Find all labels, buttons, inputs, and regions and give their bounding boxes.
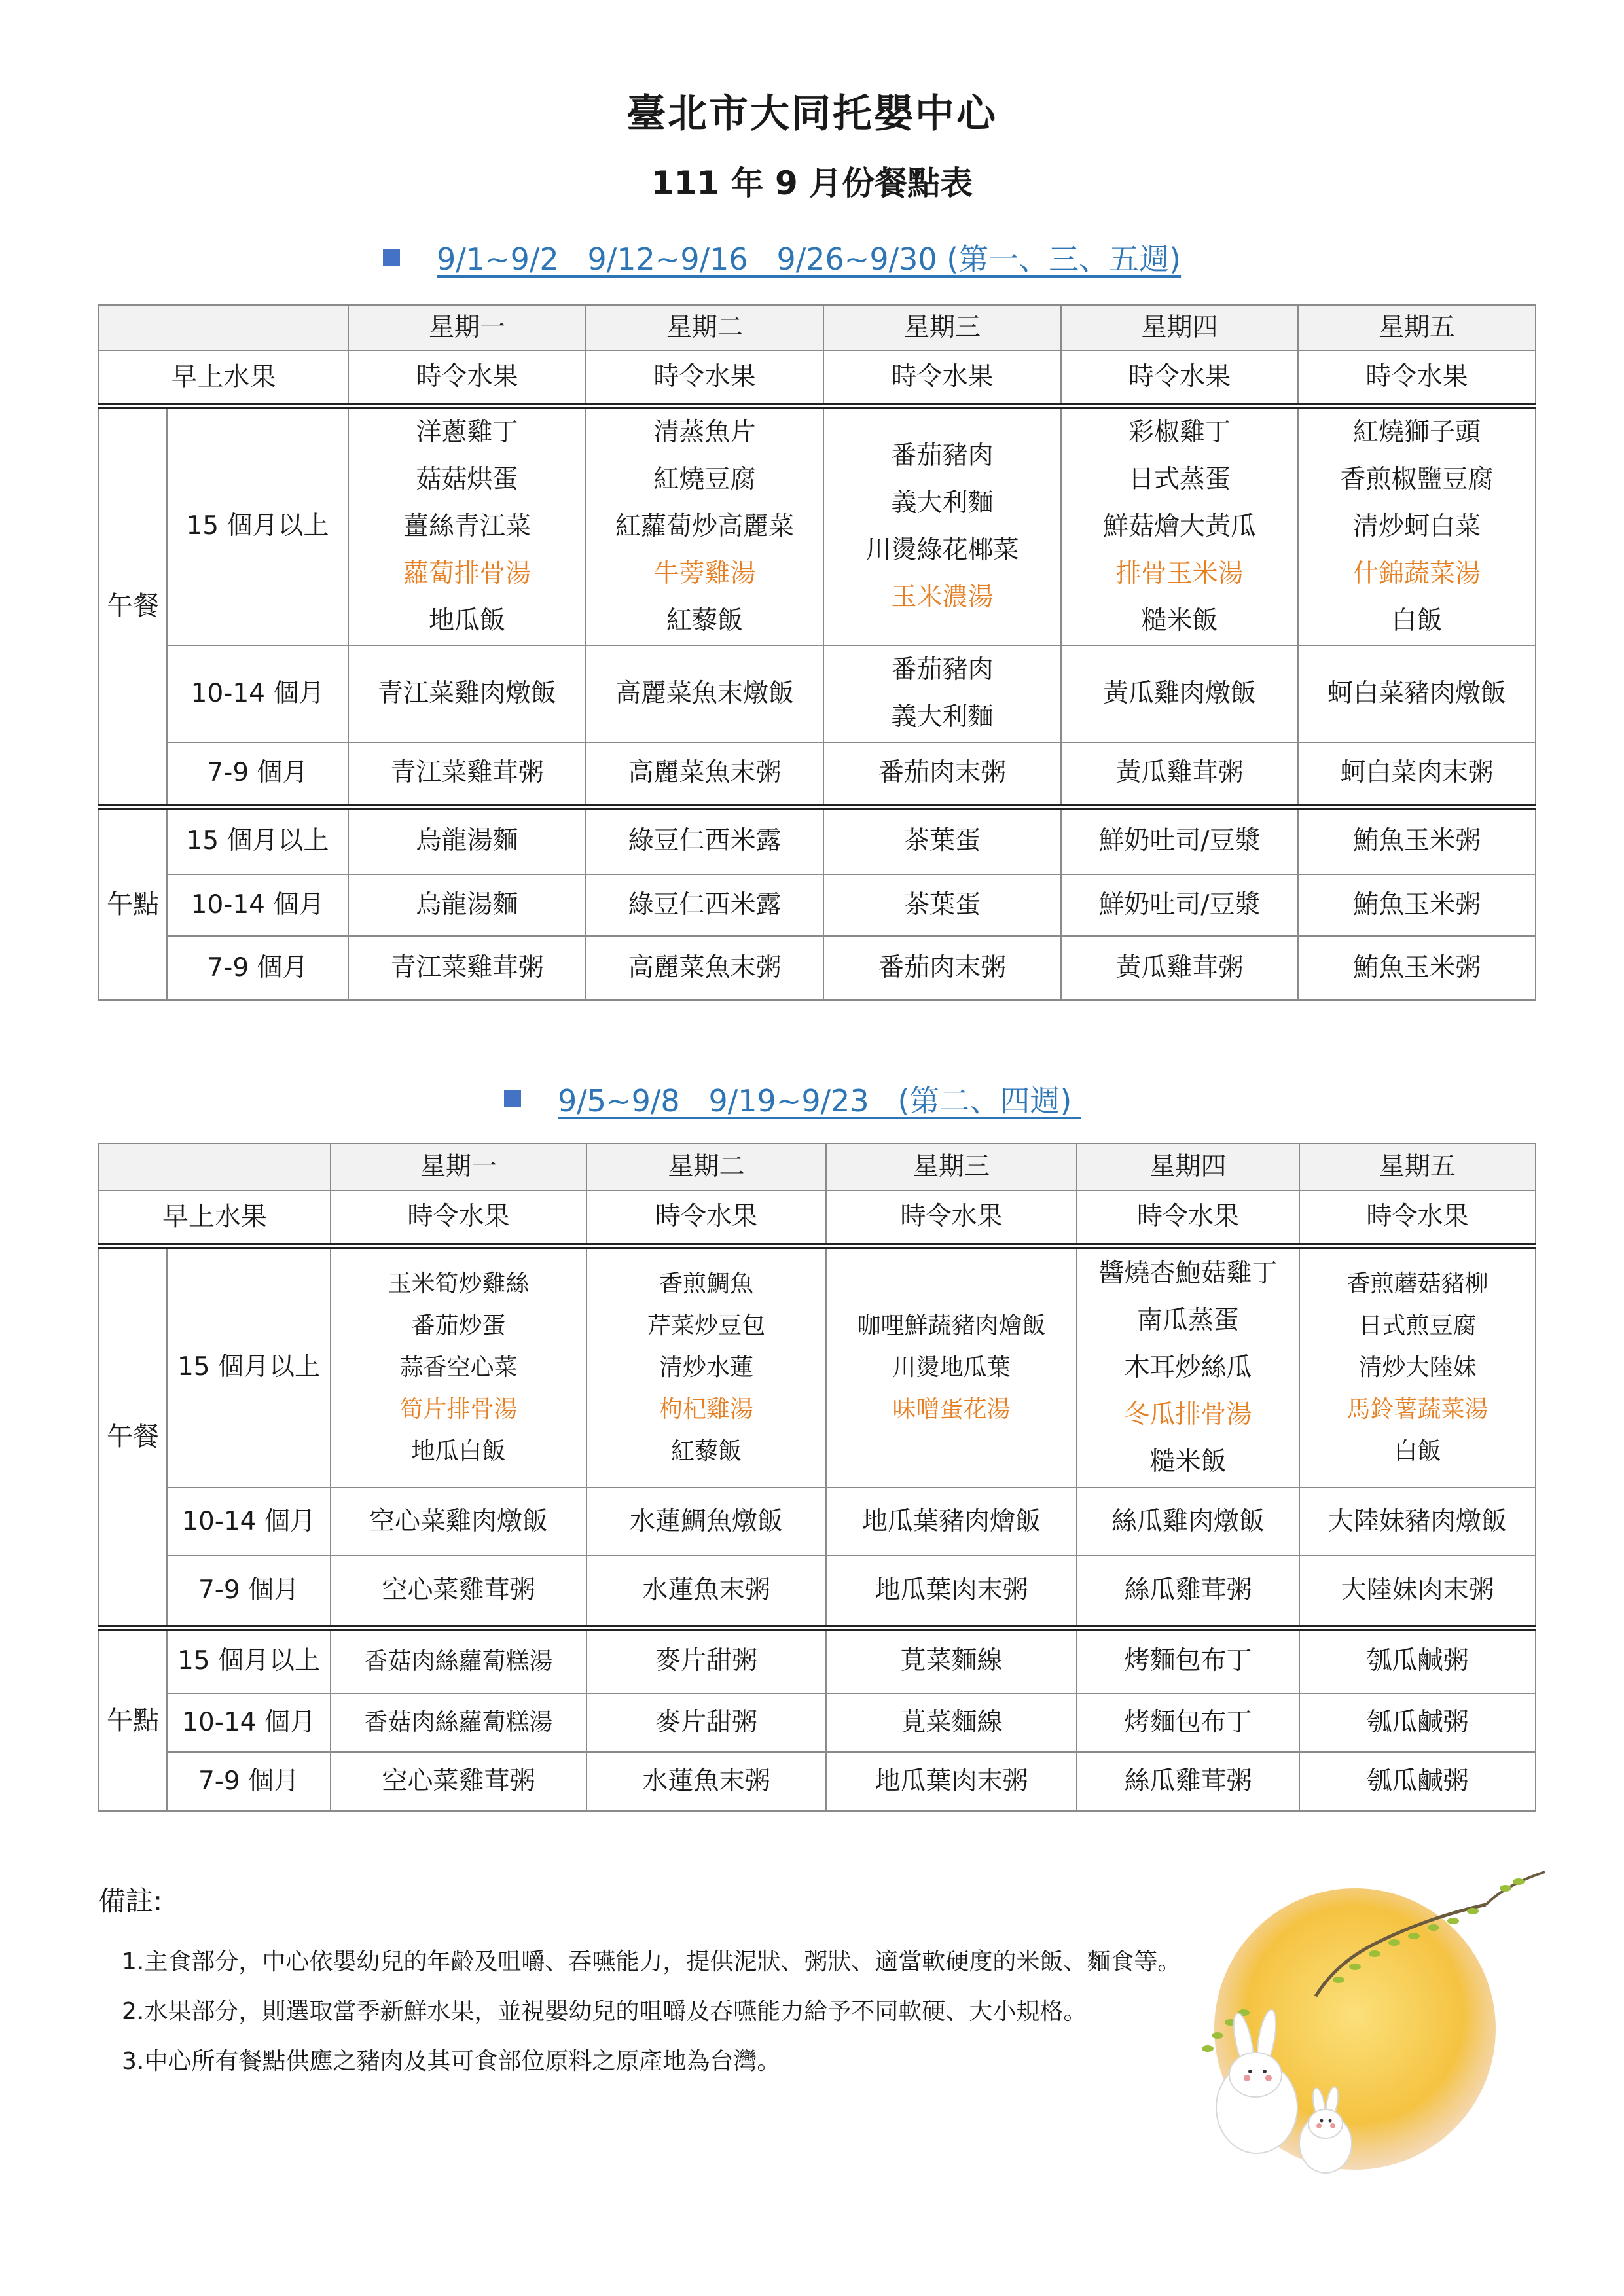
menu-cell [1299, 1246, 1536, 1488]
menu-item: 紅藜飯 [666, 605, 743, 636]
menu-cell: 番茄肉末粥 [823, 742, 1061, 806]
menu-item: 香煎椒鹽豆腐 [1340, 464, 1494, 494]
day-header: 星期一 [331, 1143, 586, 1191]
menu-item: 南瓜蒸蛋 [1136, 1305, 1239, 1335]
menu-cell: 瓠瓜鹹粥 [1299, 1752, 1536, 1811]
menu-item: 紅燒豆腐 [653, 464, 756, 494]
note-item: 2.水果部分，則選取當季新鮮水果，並視嬰幼兒的咀嚼及吞嚥能力給予不同軟硬、大小規格。 [122, 1998, 1087, 2025]
menu-cell: 烏龍湯麵 [348, 874, 586, 936]
morning-fruit-label: 早上水果 [99, 351, 348, 406]
menu-cell: 水蓮魚末粥 [586, 1556, 826, 1628]
soup-item: 牛蒡雞湯 [653, 558, 756, 588]
notes-title: 備註: [98, 1885, 163, 1917]
menu-cell: 鮪魚玉米粥 [1298, 806, 1536, 874]
menu-table-week-1-3-5 [98, 304, 1536, 1001]
menu-cell [586, 1246, 826, 1488]
notes-section [98, 1880, 1181, 2087]
day-header: 星期四 [1077, 1143, 1299, 1191]
menu-cell: 麥片甜粥 [586, 1693, 826, 1752]
menu-item: 鮮菇燴大黃瓜 [1102, 511, 1256, 541]
menu-cell: 烤麵包布丁 [1077, 1693, 1299, 1752]
corner-diagonal-cell [99, 305, 348, 351]
soup-item: 排骨玉米湯 [1115, 558, 1244, 588]
menu-cell: 茶葉蛋 [823, 874, 1061, 936]
section2-heading-text: 9/5~9/8 9/19~9/23 (第二、四週) [558, 1083, 1081, 1119]
soup-item: 蘿蔔排骨湯 [403, 558, 531, 588]
square-bullet-icon [504, 1090, 521, 1107]
menu-cell: 莧菜麵線 [826, 1693, 1077, 1752]
menu-cell: 水蓮鯛魚燉飯 [586, 1488, 826, 1556]
menu-cell: 絲瓜雞茸粥 [1077, 1556, 1299, 1628]
menu-cell: 鮮奶吐司/豆漿 [1061, 806, 1298, 874]
menu-item: 日式煎豆腐 [1358, 1312, 1477, 1339]
menu-cell: 時令水果 [331, 1191, 586, 1246]
menu-item: 義大利麵 [891, 488, 994, 518]
square-bullet-icon [383, 249, 400, 266]
section1-heading-text: 9/1~9/2 9/12~9/16 9/26~9/30 (第一、三、五週) [437, 242, 1182, 277]
snack-label: 午點 [99, 806, 167, 1000]
menu-cell [348, 406, 586, 645]
day-header: 星期四 [1061, 305, 1298, 351]
age-label: 10-14 個月 [167, 1488, 331, 1556]
soup-item: 味噌蛋花湯 [892, 1395, 1011, 1423]
menu-item: 洋蔥雞丁 [416, 417, 518, 447]
menu-item: 咖哩鮮蔬豬肉燴飯 [857, 1312, 1046, 1339]
menu-item: 清炒水蓮 [659, 1354, 753, 1381]
menu-item: 糙米飯 [1141, 605, 1218, 636]
menu-item: 番茄炒蛋 [411, 1312, 506, 1339]
menu-item: 香煎蘑菇豬柳 [1346, 1270, 1489, 1297]
section1-heading [383, 234, 1181, 280]
age-label: 7-9 個月 [167, 1752, 331, 1811]
menu-cell: 地瓜葉豬肉燴飯 [826, 1488, 1077, 1556]
menu-cell: 茶葉蛋 [823, 806, 1061, 874]
note-item: 3.中心所有餐點供應之豬肉及其可食部位原料之原產地為台灣。 [122, 2048, 781, 2075]
menu-item: 清蒸魚片 [653, 417, 756, 447]
day-header: 星期二 [586, 1143, 826, 1191]
menu-cell: 鮮奶吐司/豆漿 [1061, 874, 1298, 936]
menu-item: 白飯 [1391, 605, 1443, 636]
day-header: 星期二 [586, 305, 823, 351]
menu-item: 白飯 [1394, 1437, 1441, 1465]
menu-cell: 黃瓜雞茸粥 [1061, 742, 1298, 806]
menu-cell: 高麗菜魚末粥 [586, 742, 823, 806]
menu-cell: 水蓮魚末粥 [586, 1752, 826, 1811]
section2-heading [504, 1076, 1081, 1122]
menu-cell: 黃瓜雞茸粥 [1061, 936, 1298, 1000]
menu-cell: 時令水果 [1299, 1191, 1536, 1246]
menu-item: 芹菜炒豆包 [647, 1312, 765, 1339]
age-label: 7-9 個月 [167, 742, 348, 806]
soup-item: 玉米濃湯 [891, 582, 994, 612]
menu-cell: 番茄肉末粥 [823, 936, 1061, 1000]
menu-cell [823, 406, 1061, 645]
menu-cell [826, 1246, 1077, 1488]
menu-cell [1061, 406, 1298, 645]
moon-rabbit-illustration-icon [1178, 1846, 1545, 2186]
menu-cell: 地瓜葉肉末粥 [826, 1752, 1077, 1811]
day-header: 星期三 [826, 1143, 1077, 1191]
age-label: 10-14 個月 [167, 645, 348, 742]
menu-item: 紅蘿蔔炒高麗菜 [615, 511, 794, 541]
day-header: 星期三 [823, 305, 1061, 351]
soup-item: 什錦蔬菜湯 [1352, 558, 1481, 588]
snack-label: 午點 [99, 1628, 167, 1811]
menu-cell: 烤麵包布丁 [1077, 1628, 1299, 1693]
corner-diagonal-cell [99, 1143, 331, 1191]
menu-cell: 青江菜雞茸粥 [348, 936, 586, 1000]
menu-cell: 時令水果 [586, 1191, 826, 1246]
morning-fruit-label: 早上水果 [99, 1191, 331, 1246]
day-header: 星期五 [1298, 305, 1536, 351]
menu-item: 蒜香空心菜 [399, 1354, 518, 1381]
note-item: 1.主食部分，中心依嬰幼兒的年齡及咀嚼、吞嚥能力，提供泥狀、粥狀、適當軟硬度的米飯、麵食等。 [122, 1948, 1182, 1975]
menu-cell: 蚵白菜豬肉燉飯 [1298, 645, 1536, 742]
menu-cell: 空心菜雞肉燉飯 [331, 1488, 586, 1556]
age-label: 15 個月以上 [167, 1628, 331, 1693]
menu-item: 紅燒獅子頭 [1352, 417, 1481, 447]
menu-cell: 黃瓜雞肉燉飯 [1061, 645, 1298, 742]
menu-item: 醬燒杏鮑菇雞丁 [1098, 1258, 1278, 1288]
menu-cell: 瓠瓜鹹粥 [1299, 1628, 1536, 1693]
menu-item: 番茄豬肉 [891, 655, 994, 685]
menu-item: 地瓜飯 [428, 605, 505, 636]
menu-cell: 烏龍湯麵 [348, 806, 586, 874]
menu-cell: 麥片甜粥 [586, 1628, 826, 1693]
menu-cell: 時令水果 [1298, 351, 1536, 406]
page-subtitle: 111 年 9 月份餐點表 [651, 164, 973, 202]
age-label: 10-14 個月 [167, 1693, 331, 1752]
menu-cell: 高麗菜魚末粥 [586, 936, 823, 1000]
menu-item: 糙米飯 [1149, 1446, 1227, 1477]
menu-item: 川燙地瓜葉 [892, 1354, 1011, 1381]
menu-item: 清炒大陸妹 [1358, 1354, 1477, 1381]
menu-cell: 蚵白菜肉末粥 [1298, 742, 1536, 806]
menu-cell: 瓠瓜鹹粥 [1299, 1693, 1536, 1752]
menu-cell [331, 1246, 586, 1488]
menu-item: 義大利麵 [891, 702, 994, 732]
menu-cell: 青江菜雞肉燉飯 [348, 645, 586, 742]
menu-cell: 大陸妹肉末粥 [1299, 1556, 1536, 1628]
menu-cell: 絲瓜雞肉燉飯 [1077, 1488, 1299, 1556]
menu-cell: 空心菜雞茸粥 [331, 1752, 586, 1811]
age-label: 7-9 個月 [167, 1556, 331, 1628]
menu-cell: 地瓜葉肉末粥 [826, 1556, 1077, 1628]
menu-item: 玉米筍炒雞絲 [388, 1270, 530, 1297]
menu-cell [1298, 406, 1536, 645]
menu-cell: 莧菜麵線 [826, 1628, 1077, 1693]
menu-item: 菇菇烘蛋 [416, 464, 518, 494]
day-header: 星期五 [1299, 1143, 1536, 1191]
soup-item: 枸杞雞湯 [659, 1395, 753, 1423]
menu-cell [586, 406, 823, 645]
menu-cell: 時令水果 [348, 351, 586, 406]
menu-cell: 時令水果 [1061, 351, 1298, 406]
menu-cell: 絲瓜雞茸粥 [1077, 1752, 1299, 1811]
menu-cell: 時令水果 [826, 1191, 1077, 1246]
menu-cell: 時令水果 [586, 351, 823, 406]
age-label: 15 個月以上 [167, 406, 348, 645]
age-label: 10-14 個月 [167, 874, 348, 936]
menu-cell [823, 645, 1061, 742]
menu-item: 川燙綠花椰菜 [865, 535, 1019, 565]
menu-cell: 鮪魚玉米粥 [1298, 936, 1536, 1000]
menu-cell: 鮪魚玉米粥 [1298, 874, 1536, 936]
menu-cell: 青江菜雞茸粥 [348, 742, 586, 806]
menu-cell: 高麗菜魚末燉飯 [586, 645, 823, 742]
menu-item: 清炒蚵白菜 [1352, 511, 1481, 541]
menu-item: 地瓜白飯 [411, 1437, 506, 1465]
menu-item: 紅藜飯 [670, 1437, 742, 1465]
age-label: 15 個月以上 [167, 806, 348, 874]
lunch-label: 午餐 [99, 406, 167, 806]
age-label: 15 個月以上 [167, 1246, 331, 1488]
menu-cell: 時令水果 [823, 351, 1061, 406]
menu-item: 木耳炒絲瓜 [1124, 1352, 1252, 1382]
menu-cell [1077, 1246, 1299, 1488]
soup-item: 筍片排骨湯 [399, 1395, 518, 1423]
menu-table-week-2-4 [98, 1143, 1536, 1812]
page-title: 臺北市大同托嬰中心 [626, 91, 998, 137]
menu-item: 薑絲青江菜 [403, 511, 531, 541]
menu-cell: 香菇肉絲蘿蔔糕湯 [331, 1693, 586, 1752]
menu-cell: 香菇肉絲蘿蔔糕湯 [331, 1628, 586, 1693]
lunch-label: 午餐 [99, 1246, 167, 1628]
soup-item: 馬鈴薯蔬菜湯 [1346, 1395, 1489, 1423]
menu-cell: 時令水果 [1077, 1191, 1299, 1246]
menu-item: 番茄豬肉 [891, 440, 994, 471]
age-label: 7-9 個月 [167, 936, 348, 1000]
menu-cell: 大陸妹豬肉燉飯 [1299, 1488, 1536, 1556]
menu-cell: 綠豆仁西米露 [586, 806, 823, 874]
day-header: 星期一 [348, 305, 586, 351]
menu-cell: 綠豆仁西米露 [586, 874, 823, 936]
menu-item: 日式蒸蛋 [1128, 464, 1231, 494]
menu-item: 香煎鯛魚 [659, 1270, 753, 1297]
soup-item: 冬瓜排骨湯 [1124, 1399, 1252, 1429]
menu-cell: 空心菜雞茸粥 [331, 1556, 586, 1628]
menu-item: 彩椒雞丁 [1128, 417, 1231, 447]
